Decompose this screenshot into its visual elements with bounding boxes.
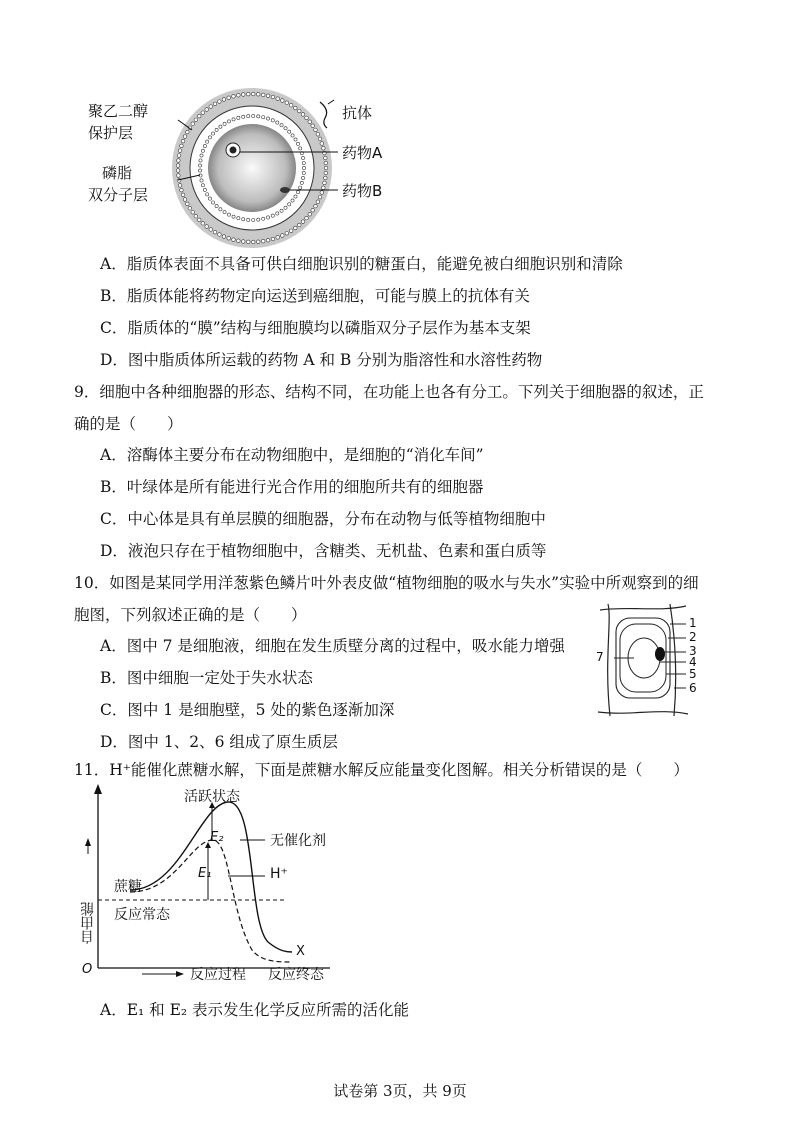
sucrose-label: 蔗糖 [114,879,142,895]
phospholipid-head [262,116,265,119]
phospholipid-head [232,238,236,242]
q8-option-c: C．脂质体的“膜”结构与细胞膜均以磷脂双分子层作为基本支架 [100,319,531,337]
phospholipid-head [178,184,182,188]
phospholipid-head [308,120,312,124]
phospholipid-head [246,92,250,96]
phospholipid-head [302,161,305,164]
phospholipid-head [284,206,287,209]
phospholipid-head [276,212,279,215]
phospholipid-head [285,231,289,235]
phospholipid-head [322,186,326,190]
drug-b-label: 药物B [342,182,383,200]
cell-label-3: 3 [689,644,697,658]
phospholipid-head [205,225,209,229]
phospholipid-head [191,211,195,215]
drug-a-label: 药物A [342,144,383,162]
y-axis-label: 自由能 [80,902,96,944]
phospholipid-head [199,159,202,162]
phospholipid-head [280,209,283,212]
cell-label-6: 6 [689,681,697,695]
q9-option-b: B．叶绿体是所有能进行光合作用的细胞所共有的细胞器 [100,478,484,496]
phospholipid-head [288,203,291,206]
phospholipid-head [271,95,275,99]
phospholipid-head [176,169,180,173]
q8-option-d: D．图中脂质体所运载的药物 A 和 B 分别为脂溶性和水溶性药物 [100,351,543,369]
phospholipid-head [227,213,230,216]
phospholipid-head [194,118,198,122]
phospholipid-head [177,174,181,178]
phospholipid-head [261,93,265,97]
phospholipid-head [289,103,293,107]
phospholipid-head [181,193,185,197]
phospholipid-head [181,139,185,143]
phospholipid-head [262,217,265,220]
phospholipid-head [218,233,222,237]
phospholipid-head [252,218,255,221]
q11-stem: 11．H⁺能催化蔗糖水解，下面是蔗糖水解反应能量变化图解。相关分析错误的是（ ） [74,761,689,779]
phospholipid-head [251,240,255,244]
phospholipid-head [311,208,315,212]
phospholipid-head [242,115,245,118]
phospholipid-head [237,116,240,119]
phospholipid-head [211,132,214,135]
phospholipid-head [276,236,280,240]
q9-stem-line1: 9．细胞中各种细胞器的形态、结构不同，在功能上也各有分工。下列关于细胞器的叙述，正 [74,383,704,401]
phospholipid-head [246,240,250,244]
phospholipid-head [232,118,235,121]
peg-layer-label-2: 保护层 [88,124,134,142]
phospholipid-head [302,171,305,174]
phospholipid-head [227,236,231,240]
phospholipid-head [205,108,209,112]
phospholipid-head [318,195,322,199]
q9-option-c: C．中心体是具有单层膜的细胞器，分布在动物与低等植物细胞中 [100,510,546,528]
phospholipid-head [232,95,236,99]
phospholipid-head [185,202,189,206]
phospholipid-head [201,149,204,152]
phospholipid-head [288,130,291,133]
cell-label-1: 1 [689,616,697,630]
phospholipid-head [281,234,285,238]
phospholipid-head [185,130,189,134]
cell-label-7: 7 [596,650,604,664]
phospholipid-head [301,113,305,117]
phospholipid-head [294,138,297,141]
phospholipid-head [222,98,226,102]
phospholipid-head [191,122,195,126]
phospholipid-head [257,115,260,118]
phospholipid-head [291,199,294,202]
phospholipid-head [324,166,328,170]
phospholipid-head [324,171,328,175]
q10-stem-line2: 胞图，下列叙述正确的是（ ） [74,606,307,624]
phospholipid-head [176,164,180,168]
phospholipid-head [266,117,269,120]
phospholipid-head [208,136,211,139]
q8-option-b: B．脂质体能将药物定向运送到癌细胞，可能与膜上的抗体有关 [100,287,530,305]
phospholipid-head [200,179,203,182]
phospholipid-head [215,128,218,131]
phospholipid-head [301,176,304,179]
cell-label-2: 2 [689,630,697,644]
phospholipid-head [305,116,309,120]
phospholipid-head [266,238,270,242]
phospholipid-head [280,124,283,127]
phospholipid-head [201,111,205,115]
q10-stem-line1: 10．如图是某同学用洋葱紫色鳞片叶外表皮做“植物细胞的吸水与失水”实验中所观察到的细 [74,574,699,592]
cell-label-5: 5 [689,667,697,681]
phospholipid-head [299,147,302,150]
phospholipid-head [284,127,287,130]
phospholipid-head [276,97,280,101]
phospholipid-head [257,218,260,221]
phospholipid-head [276,121,279,124]
phospholipid-head [237,93,241,97]
phospholipid-head [261,239,265,243]
phospholipid-head [311,124,315,128]
phospholipid-head [213,102,217,106]
q9-option-a: A．溶酶体主要分布在动物细胞中，是细胞的“消化车间” [100,446,484,464]
phospholipid-head [227,96,231,100]
x-mark-label: X [296,944,305,959]
phospholipid-head [308,212,312,216]
phospholipid-head [322,146,326,150]
phospholipid-head [301,156,304,159]
phospholipid-head [237,239,241,243]
active-state-label: 活跃状态 [184,789,240,805]
ground-state-label: 反应常态 [114,907,170,923]
phospholipid-head [177,159,181,163]
phospholipid-head [227,120,230,123]
phospholipid-head [241,93,245,97]
q10-option-b: B．图中细胞一定处于失水状态 [100,669,313,687]
phospholipid-head [293,106,297,110]
phospholipid-head [177,154,181,158]
phospholipid-head [324,161,328,165]
e1-label: E₁ [198,866,212,881]
phospholipid-head [203,144,206,147]
phospholipid-head [209,105,213,109]
phospholipid-head [211,201,214,204]
liposome-figure [80,80,500,250]
page-footer: 试卷第 3页，共 9页 [333,1082,467,1100]
phospholipid-head [314,128,318,132]
phospholipid-head [237,217,240,220]
phospholipid-head [209,228,213,232]
phospholipid-head [289,229,293,233]
phospholipid-head [320,191,324,195]
phospholipid-head [201,222,205,226]
plant-cell-figure [590,600,720,722]
phospholipid-head [215,204,218,207]
phospholipid-head [194,214,198,218]
phospholipid-head [323,181,327,185]
phospholipid-head [232,215,235,218]
q9-option-d: D．液泡只存在于植物细胞中，含糖类、无机盐、色素和蛋白质等 [100,542,547,560]
phospholipid-head [285,101,289,105]
phospholipid-head [316,132,320,136]
phospholipid-head [213,230,217,234]
phospholipid-head [296,142,299,145]
phospholipid-head [316,200,320,204]
q11-option-a: A．E₁ 和 E₂ 表示发生化学反应所需的活化能 [100,1001,410,1019]
phospholipid-head [201,184,204,187]
q8-option-a: A．脂质体表面不具备可供白细胞识别的糖蛋白，能避免被白细胞识别和清除 [100,255,623,273]
phospholipid-head [200,154,203,157]
phospholipid-head [300,181,303,184]
h-plus-label: H⁺ [270,866,288,882]
phospholipid-head [296,191,299,194]
phospholipid-head [318,137,322,141]
phospholipid-head [197,114,201,118]
peg-layer-label-1: 聚乙二醇 [88,102,149,120]
phospholipid-head [299,186,302,189]
phospholipid-head [180,144,184,148]
antibody-label: 抗体 [342,104,373,122]
phospholipid-head [266,94,270,98]
phospholipid-head [320,142,324,146]
phospholipid-head [197,218,201,222]
phospholipid-head [222,235,226,239]
phospholipid-head [218,100,222,104]
energy-diagram [80,782,360,982]
phospholipid-head [208,197,211,200]
phospholipid-head [302,166,305,169]
phospholipid-head [241,240,245,244]
origin-label: O [82,962,93,977]
phospholipid-head [219,208,222,211]
phospholipid-head [301,220,305,224]
no-catalyst-label: 无催化剂 [270,833,326,849]
phospholipid-head [271,237,275,241]
phospholipid-head [206,140,209,143]
phospholipid-head [251,92,255,96]
phospholipid-head [178,149,182,153]
q9-stem-line2: 确的是（ ） [74,415,183,433]
q10-option-d: D．图中 1、2、6 组成了原生质层 [100,733,338,751]
phospholipid-head [183,135,187,139]
phospholipid-head [266,216,269,219]
phospholipid-head [297,109,301,113]
phospholipid-head [219,125,222,128]
phospholipid-label-2: 双分子层 [88,186,149,204]
final-state-label: 反应终态 [268,967,324,983]
phospholipid-head [198,164,201,167]
phospholipid-head [256,92,260,96]
phospholipid-head [247,218,250,221]
phospholipid-head [252,114,255,117]
phospholipid-head [242,218,245,221]
phospholipid-head [223,122,226,125]
phospholipid-head [203,188,206,191]
phospholipid-head [180,188,184,192]
plant-cell-diagram [590,600,720,722]
q10-option-a: A．图中 7 是细胞液，细胞在发生质壁分离的过程中，吸水能力增强 [100,637,565,655]
phospholipid-head [206,193,209,196]
phospholipid-head [297,223,301,227]
cell-label-4: 4 [689,655,697,669]
phospholipid-head [305,216,309,220]
phospholipid-head [256,240,260,244]
phospholipid-head [293,226,297,230]
phospholipid-head [324,176,328,180]
phospholipid-head [188,206,192,210]
phospholipid-head [183,198,187,202]
q10-option-c: C．图中 1 是细胞壁，5 处的紫色逐渐加深 [100,701,395,719]
phospholipid-head [198,169,201,172]
phospholipid-head [223,211,226,214]
phospholipid-head [294,195,297,198]
phospholipid-head [291,134,294,137]
phospholipid-head [271,119,274,122]
phospholipid-head [247,115,250,118]
e2-label: E₂ [210,830,224,845]
x-axis-label: 反应过程 [190,967,246,983]
phospholipid-head [314,204,318,208]
phospholipid-label-1: 磷脂 [102,164,133,182]
phospholipid-head [281,99,285,103]
phospholipid-head [271,214,274,217]
phospholipid-head [324,156,328,160]
